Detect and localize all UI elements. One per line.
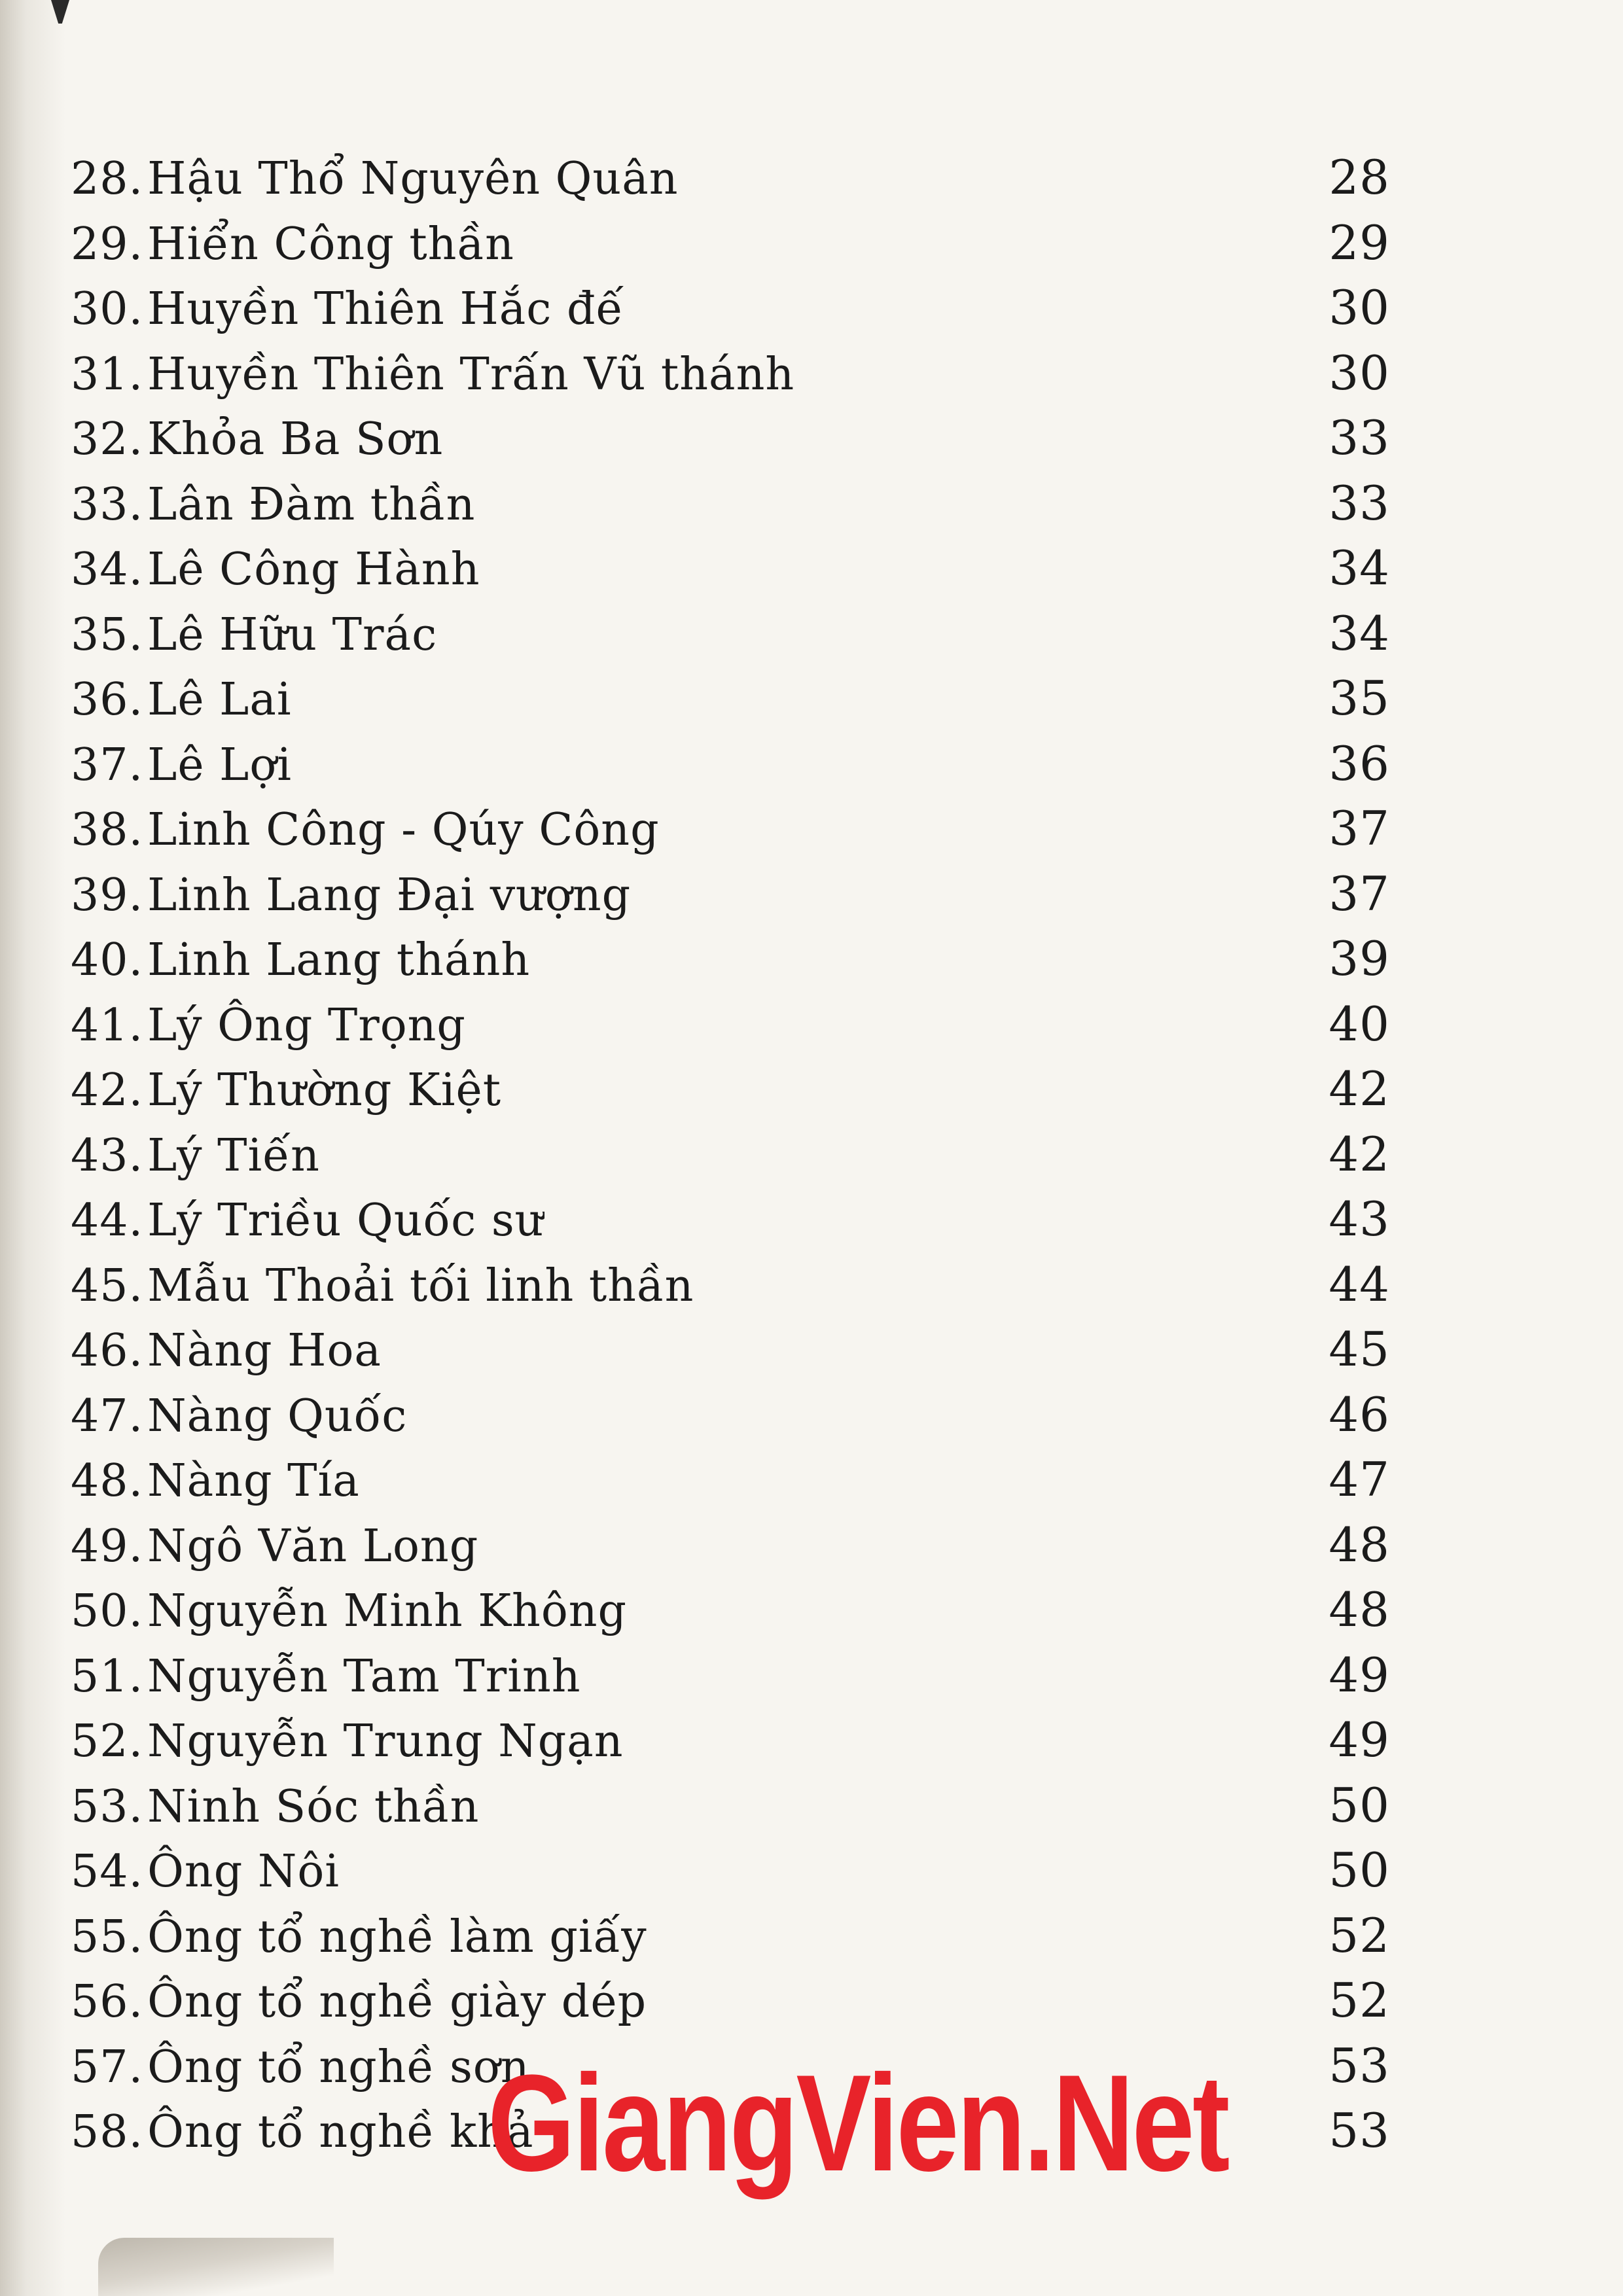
toc-entry-label <box>71 407 443 472</box>
toc-entry-number: 32. <box>71 414 144 465</box>
toc-entry-page-number: 53 <box>1329 2103 1390 2158</box>
toc-entry <box>71 145 1406 211</box>
toc-entry-page-number: 39 <box>1329 931 1390 986</box>
toc-entry-page-number: 52 <box>1329 1907 1390 1963</box>
toc-entry-title: Lân Đàm thần <box>147 478 476 531</box>
watermark-logo: GiangVien.Net <box>488 2046 1228 2200</box>
toc-entry <box>71 1838 1406 1903</box>
toc-entry-title: Ông tổ nghề làm giấy <box>147 1911 647 1963</box>
toc-entry-label <box>71 537 480 603</box>
toc-entry-title: Huyền Thiên Trấn Vũ thánh <box>147 348 795 400</box>
toc-entry-number: 45. <box>71 1260 144 1312</box>
toc-entry <box>71 1773 1406 1839</box>
table-of-contents <box>71 145 1406 2164</box>
toc-entry-number: 37. <box>71 739 144 791</box>
toc-entry-number: 56. <box>71 1976 144 2028</box>
toc-entry <box>71 211 1406 276</box>
toc-entry <box>71 275 1406 341</box>
toc-entry-title: Nguyễn Trung Ngạn <box>147 1716 624 1767</box>
toc-entry <box>71 1708 1406 1773</box>
toc-entry-number: 40. <box>71 934 144 986</box>
toc-entry-label <box>71 1123 320 1189</box>
toc-entry-page-number: 46 <box>1329 1386 1390 1442</box>
toc-entry-title: Huyền Thiên Hắc đế <box>147 283 624 335</box>
toc-entry-label <box>71 733 292 798</box>
toc-entry-label <box>71 603 437 668</box>
toc-entry-title: Khỏa Ba Sơn <box>147 414 444 465</box>
toc-entry-title: Nàng Tía <box>147 1455 360 1507</box>
toc-entry-title: Lý Thường Kiệt <box>147 1065 502 1116</box>
toc-entry-number: 50. <box>71 1585 144 1637</box>
toc-entry <box>71 536 1406 601</box>
toc-entry <box>71 1447 1406 1513</box>
toc-entry-page-number: 49 <box>1329 1647 1390 1703</box>
toc-entry-page-number: 34 <box>1329 540 1390 595</box>
toc-entry <box>71 1578 1406 1643</box>
toc-entry-number: 35. <box>71 609 144 661</box>
toc-entry-page-number: 48 <box>1329 1582 1390 1637</box>
toc-entry-title: Nguyễn Tam Trinh <box>147 1650 581 1703</box>
toc-entry-number: 57. <box>71 2041 144 2093</box>
toc-entry <box>71 927 1406 992</box>
toc-entry <box>71 862 1406 927</box>
toc-entry-page-number: 40 <box>1329 996 1390 1051</box>
toc-entry-title: Lê Hữu Trác <box>147 609 438 661</box>
toc-entry-number: 30. <box>71 283 144 335</box>
toc-entry <box>71 1252 1406 1318</box>
toc-entry-title: Hậu Thổ Nguyên Quân <box>147 153 679 205</box>
toc-entry-title: Nàng Quốc <box>147 1390 408 1442</box>
toc-entry-label <box>71 1318 382 1384</box>
toc-entry-number: 34. <box>71 544 144 595</box>
toc-entry-title: Ninh Sóc thần <box>147 1780 480 1833</box>
toc-entry-label <box>71 993 466 1059</box>
toc-entry-number: 28. <box>71 153 144 205</box>
toc-entry-number: 52. <box>71 1716 144 1767</box>
toc-entry-title: Lê Lợi <box>147 739 293 791</box>
toc-entry-page-number: 33 <box>1329 475 1390 531</box>
toc-entry-page-number: 50 <box>1329 1777 1390 1833</box>
toc-entry <box>71 796 1406 862</box>
toc-entry-title: Ngô Văn Long <box>147 1520 479 1572</box>
toc-entry-label <box>71 1709 624 1775</box>
toc-entry-number: 38. <box>71 804 144 856</box>
toc-entry-number: 41. <box>71 999 144 1051</box>
toc-entry-number: 36. <box>71 674 144 726</box>
toc-entry-page-number: 45 <box>1329 1322 1390 1377</box>
toc-entry-number: 55. <box>71 1911 144 1963</box>
toc-entry-title: Lê Lai <box>147 674 292 726</box>
toc-entry-label <box>71 1839 340 1905</box>
toc-entry-label <box>71 1254 694 1319</box>
toc-entry-title: Ông tổ nghề khả <box>147 2106 534 2158</box>
toc-entry-page-number: 28 <box>1329 150 1390 205</box>
toc-entry <box>71 471 1406 537</box>
toc-entry-title: Ông Nôi <box>147 1846 340 1898</box>
toc-entry <box>71 732 1406 797</box>
page-binding-edge <box>0 0 65 2296</box>
toc-entry-label <box>71 2100 534 2165</box>
toc-entry-label <box>71 798 660 863</box>
toc-entry <box>71 1903 1406 1969</box>
toc-entry-label <box>71 472 475 538</box>
toc-entry-label <box>71 1514 478 1580</box>
toc-entry-page-number: 42 <box>1329 1126 1390 1182</box>
toc-entry <box>71 341 1406 406</box>
toc-entry-number: 44. <box>71 1195 144 1246</box>
toc-entry <box>71 1383 1406 1448</box>
toc-entry-number: 47. <box>71 1390 144 1442</box>
toc-entry-label <box>71 928 530 993</box>
toc-entry-label <box>71 1969 647 2035</box>
toc-entry-title: Lê Công Hành <box>147 544 480 595</box>
toc-entry-title: Lý Tiến <box>147 1129 320 1182</box>
toc-entry <box>71 666 1406 732</box>
toc-entry-label <box>71 1579 627 1644</box>
toc-entry-page-number: 30 <box>1329 345 1390 400</box>
toc-entry-label <box>71 1188 544 1254</box>
toc-entry-title: Linh Công - Qúy Công <box>147 804 660 856</box>
toc-entry-title: Hiển Công thần <box>147 218 514 270</box>
toc-entry-page-number: 37 <box>1329 801 1390 856</box>
toc-entry-number: 33. <box>71 478 144 531</box>
toc-entry-number: 53. <box>71 1780 144 1833</box>
toc-entry-page-number: 42 <box>1329 1061 1390 1116</box>
toc-entry-label <box>71 1905 647 1970</box>
toc-entry <box>71 406 1406 471</box>
toc-entry <box>71 1317 1406 1383</box>
toc-entry <box>71 992 1406 1057</box>
toc-entry-title: Nàng Hoa <box>147 1325 382 1377</box>
toc-entry-page-number: 33 <box>1329 410 1390 465</box>
toc-entry-page-number: 37 <box>1329 866 1390 921</box>
toc-entry <box>71 1643 1406 1708</box>
toc-entry-label <box>71 1775 479 1840</box>
toc-entry-title: Mẫu Thoải tối linh thần <box>147 1260 694 1312</box>
toc-entry-number: 54. <box>71 1846 144 1898</box>
toc-entry-label <box>71 277 624 342</box>
toc-entry-title: Ông tổ nghề giày dép <box>147 1976 647 2028</box>
toc-entry-number: 51. <box>71 1650 144 1703</box>
toc-entry-page-number: 35 <box>1329 671 1390 726</box>
toc-entry-page-number: 29 <box>1329 215 1390 270</box>
toc-entry-page-number: 50 <box>1329 1843 1390 1898</box>
toc-entry-number: 39. <box>71 869 144 921</box>
toc-entry-page-number: 43 <box>1329 1192 1390 1246</box>
toc-entry <box>71 1122 1406 1188</box>
toc-entry-label <box>71 1449 360 1514</box>
toc-entry-label <box>71 2035 530 2100</box>
toc-entry-number: 58. <box>71 2106 144 2158</box>
toc-entry-number: 31. <box>71 348 144 400</box>
toc-entry-title: Linh Lang thánh <box>147 934 531 986</box>
toc-entry-page-number: 44 <box>1329 1256 1390 1312</box>
toc-entry-number: 29. <box>71 218 144 270</box>
toc-entry-page-number: 36 <box>1329 735 1390 791</box>
page-fold-shadow <box>98 2238 334 2296</box>
toc-entry-number: 49. <box>71 1520 144 1572</box>
toc-entry-number: 46. <box>71 1325 144 1377</box>
toc-entry <box>71 601 1406 667</box>
toc-entry-label <box>71 212 514 277</box>
toc-entry-title: Lý Ông Trọng <box>147 999 466 1051</box>
toc-entry-title: Linh Lang Đại vượng <box>147 869 632 921</box>
toc-entry-page-number: 30 <box>1329 280 1390 335</box>
toc-entry-title: Ông tổ nghề sơn <box>147 2041 530 2093</box>
toc-entry-label <box>71 1384 407 1449</box>
toc-entry-page-number: 53 <box>1329 2038 1390 2093</box>
toc-entry-label <box>71 1058 501 1123</box>
toc-entry-page-number: 34 <box>1329 605 1390 661</box>
toc-entry-label <box>71 147 679 212</box>
toc-entry <box>71 1968 1406 2034</box>
toc-entry-page-number: 49 <box>1329 1712 1390 1767</box>
toc-entry <box>71 1187 1406 1252</box>
toc-entry-label <box>71 1644 581 1710</box>
toc-entry-title: Lý Triều Quốc sư <box>147 1195 544 1246</box>
toc-entry-label <box>71 863 631 928</box>
toc-entry-page-number: 47 <box>1329 1452 1390 1507</box>
toc-entry-number: 48. <box>71 1455 144 1507</box>
toc-entry-number: 43. <box>71 1129 144 1182</box>
toc-entry-title: Nguyễn Minh Không <box>147 1585 628 1637</box>
toc-entry-label <box>71 342 794 408</box>
toc-entry-label <box>71 667 292 733</box>
toc-entry-number: 42. <box>71 1065 144 1116</box>
toc-entry-page-number: 48 <box>1329 1517 1390 1572</box>
toc-entry <box>71 1057 1406 1122</box>
toc-entry-page-number: 52 <box>1329 1973 1390 2028</box>
toc-entry <box>71 1513 1406 1578</box>
